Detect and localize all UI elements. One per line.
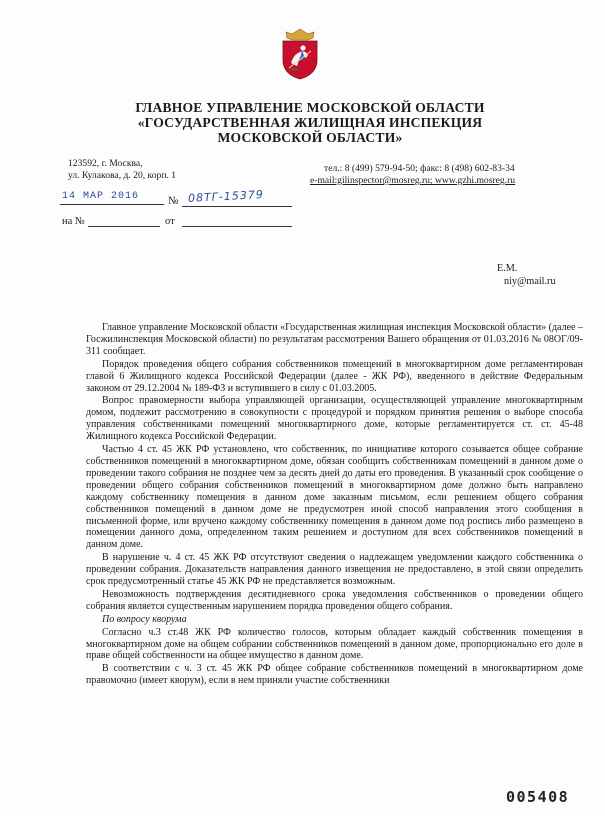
body-paragraph: Вопрос правомерности выбора управляющей организации, осуществляющей управление многоквартирным домом, подлежит рассмотрению в совокупности с процедурой и порядком принятия решения о выборе способа управления собственниками помещений многоквартирного доме, которые регламентируется ст. ст. 45-48 Жилищного кодекса Российской Федерации. xyxy=(86,395,583,443)
recipient-name: Е.М. xyxy=(497,263,518,274)
letter-body xyxy=(86,322,583,688)
agency-title-line-1: ГЛАВНОЕ УПРАВЛЕНИЕ МОСКОВСКОЙ ОБЛАСТИ xyxy=(135,100,485,115)
agency-title-line-2: «ГОСУДАРСТВЕННАЯ ЖИЛИЩНАЯ ИНСПЕКЦИЯ xyxy=(137,115,483,130)
address-line-2: ул. Кулакова, д. 20, корп. 1 xyxy=(68,170,177,181)
body-paragraph: Частью 4 ст. 45 ЖК РФ установлено, что собственник, по инициативе которого созывается общее собрание собственников помещений в многоквартирном доме, обязан сообщить собственникам помещений в данном доме о проведении такого собрания не позднее чем за десять дней до даты его проведения. В указанный срок сообщение о проведении общего собрания собственников помещений в многоквартирном доме должно быть направлено каждому собственнику помещения в данном доме заказным письмом, если решением общего собрания собственников помещений в данном доме не предусмотрен иной способ направления этого сообщения в письменной форме, или вручено каждому собственнику помещения в данном доме под роспись либо размещено в помещении данного дома, определенном таким решением и доступном для всех собственников помещений в данном доме. xyxy=(86,444,583,551)
date-underline xyxy=(60,204,164,205)
contact-email: e-mail:gilinspector@mosreg.ru; www.gzhi.mosreg.ru xyxy=(310,175,516,186)
reference-date-label: от xyxy=(165,216,175,227)
address-line-1: 123592, г. Москва, xyxy=(68,158,143,169)
recipient-email: niy@mail.ru xyxy=(504,276,556,287)
body-paragraph: В соответствии с ч. 3 ст. 45 ЖК РФ общее собрание собственников помещений в многоквартирном доме правомочно (имеет кворум), если в нем приняли участие собственники xyxy=(86,663,583,687)
section-heading-quorum: По вопросу кворума xyxy=(102,613,187,625)
body-paragraph: Главное управление Московской области «Государственная жилищная инспекция Московской области» (далее – Госжилинспекция Московской области) по результатам рассмотрения Вашего обращения от 01.03.2016 № 08ОГ/09-311 сообщает. xyxy=(86,322,583,357)
reference-number-underline xyxy=(88,226,160,227)
document-serial-number: 005408 xyxy=(506,788,570,806)
outgoing-number-underline xyxy=(182,206,292,207)
outgoing-number-value: 08ТГ-15379 xyxy=(187,188,265,205)
outgoing-number-label: № xyxy=(168,195,179,207)
body-paragraph: Порядок проведения общего собрания собственников помещений в многоквартирном доме регламентирован главой 6 Жилищного кодекса Российской Федерации (далее - ЖК РФ), введенного в действие Федеральным законом от 29.12.2004 № 189-ФЗ и вступившего в силу с 01.03.2005. xyxy=(86,358,583,394)
reference-number-label: на № xyxy=(62,216,85,227)
reference-date-underline xyxy=(182,226,292,227)
body-paragraph: Невозможность подтверждения десятидневного срока уведомления собственников о проведении общего собрания является существенным нарушением порядка проведения общего собрания. xyxy=(86,588,583,612)
date-stamp: 14 МАР 2016 xyxy=(62,191,140,202)
body-paragraph: В нарушение ч. 4 ст. 45 ЖК РФ отсутствуют сведения о надлежащем уведомлении каждого собственника о проведении собрания. Доказательств направления данного извещения не предоставлено, в этой связи определить срок предусмотренный статье 45 ЖК РФ не представляется возможным. xyxy=(86,552,583,588)
body-paragraph: Согласно ч.3 ст.48 ЖК РФ количество голосов, которым обладает каждый собственник помещения в многоквартирном доме на общем собрании собственников помещений в данном доме, пропорционально его доле в праве общей собственности на общее имущество в данном доме. xyxy=(86,626,583,662)
agency-title-line-3: МОСКОВСКОЙ ОБЛАСТИ» xyxy=(217,130,403,145)
moscow-oblast-coat-of-arms-icon xyxy=(278,28,322,80)
contact-phone: тел.: 8 (499) 579-94-50; факс: 8 (498) 602-83-34 xyxy=(324,163,515,174)
